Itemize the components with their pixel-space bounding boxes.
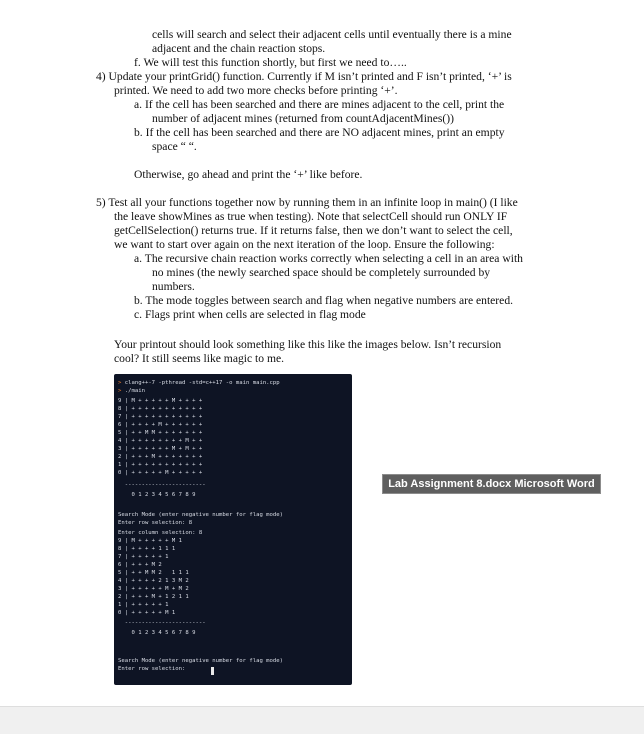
terminal-line: 7 | + + + + + 1 xyxy=(118,554,169,560)
doc-line: Otherwise, go ahead and print the ‘+’ like before. xyxy=(134,168,363,181)
step-4: 4) Update your printGrid() function. Currently if M isn’t printed and F isn’t printed, ‘+’ is xyxy=(96,70,512,83)
doc-line: space “ “. xyxy=(152,140,197,153)
list-item-b: b. The mode toggles between search and flag when negative numbers are entered. xyxy=(134,294,514,307)
terminal-line: Enter row selection: xyxy=(118,666,189,672)
list-item-c: c. Flags print when cells are selected in flag mode xyxy=(134,308,366,321)
app-bottom-bar xyxy=(0,706,644,734)
terminal-line: 8 | + + + + 1 1 1 xyxy=(118,546,176,552)
terminal-line: Enter column selection: 8 xyxy=(118,530,203,536)
terminal-line: 6 | + + + + M + + + + + + xyxy=(118,422,203,428)
doc-line: printed. We need to add two more checks before printing ‘+’. xyxy=(114,84,398,97)
list-item-a: a. If the cell has been searched and there are mines adjacent to the cell, print the xyxy=(134,98,505,111)
terminal-line: 8 | + + + + + + + + + + + xyxy=(118,406,203,412)
terminal-line: 7 | + + + + + + + + + + + xyxy=(118,414,203,420)
terminal-line: > ./main xyxy=(118,388,145,394)
terminal-line: 5 | + + M M + + + + + + + xyxy=(118,430,203,436)
terminal-line: Enter row selection: 8 xyxy=(118,520,193,526)
terminal-line: 3 | + + + + + M + M 2 xyxy=(118,586,189,592)
terminal-line: 9 | M + + + + + M 1 xyxy=(118,538,182,544)
terminal-line: 4 | + + + + 2 1 3 M 2 xyxy=(118,578,189,584)
doc-line: numbers. xyxy=(152,280,195,293)
list-item-a: a. The recursive chain reaction works correctly when selecting a cell in an area with xyxy=(134,252,523,265)
terminal-screenshot xyxy=(114,374,352,685)
terminal-line: 1 | + + + + + 1 xyxy=(118,602,169,608)
doc-line: no mines (the newly searched space should be completely surrounded by xyxy=(152,266,491,279)
terminal-line: 1 | + + + + + + + + + + + xyxy=(118,462,203,468)
terminal-line: 6 | + + + M 2 xyxy=(118,562,162,568)
terminal-line: 9 | M + + + + + M + + + + xyxy=(118,398,203,404)
doc-line: getCellSelection() returns true. If it returns false, then we don’t want to select the cell, xyxy=(114,224,513,237)
terminal-line: 3 | + + + + + + M + M + + xyxy=(118,446,203,452)
terminal-line: 0 1 2 3 4 5 6 7 8 9 xyxy=(118,630,196,636)
list-item-b: b. If the cell has been searched and there are NO adjacent mines, print an empty xyxy=(134,126,505,139)
doc-line: the leave showMines as true when testing). Note that selectCell should run ONLY IF xyxy=(114,210,508,223)
terminal-line: 5 | + + M M 2 1 1 1 xyxy=(118,570,189,576)
step-5: 5) Test all your functions together now by running them in an infinite loop in main() (I like xyxy=(96,196,518,209)
terminal-line: 0 | + + + + + M 1 xyxy=(118,610,176,616)
doc-line: cool? It still seems like magic to me. xyxy=(114,352,285,365)
terminal-line: ------------------------ xyxy=(118,620,206,626)
terminal-line: > clang++-7 -pthread -std=c++17 -o main main.cpp xyxy=(118,380,280,386)
terminal-line: 2 | + + + M + 1 2 1 1 xyxy=(118,594,189,600)
terminal-line: ------------------------ xyxy=(118,482,206,488)
prompt-marker: > xyxy=(118,380,122,386)
list-item-f: f. We will test this function shortly, but first we need to….. xyxy=(134,56,407,69)
doc-line: Your printout should look something like this like the images below. Isn’t recursion xyxy=(114,338,502,351)
doc-line: number of adjacent mines (returned from countAdjacentMines()) xyxy=(152,112,454,125)
terminal-line: 0 | + + + + + M + + + + + xyxy=(118,470,203,476)
terminal-line: 4 | + + + + + + + + M + + xyxy=(118,438,203,444)
terminal-cursor xyxy=(211,667,214,675)
terminal-line: 2 | + + + M + + + + + + + xyxy=(118,454,203,460)
doc-line: adjacent and the chain reaction stops. xyxy=(152,42,326,55)
window-tooltip: Lab Assignment 8.docx Microsoft Word xyxy=(382,474,601,494)
terminal-line: Search Mode (enter negative number for flag mode) xyxy=(118,512,284,518)
doc-line: cells will search and select their adjacent cells until eventually there is a mine xyxy=(152,28,512,41)
terminal-line: Search Mode (enter negative number for flag mode) xyxy=(118,658,284,664)
prompt-marker: > xyxy=(118,388,122,394)
terminal-line: 0 1 2 3 4 5 6 7 8 9 xyxy=(118,492,196,498)
doc-line: we want to start over again on the next iteration of the loop. Ensure the following: xyxy=(114,238,495,251)
